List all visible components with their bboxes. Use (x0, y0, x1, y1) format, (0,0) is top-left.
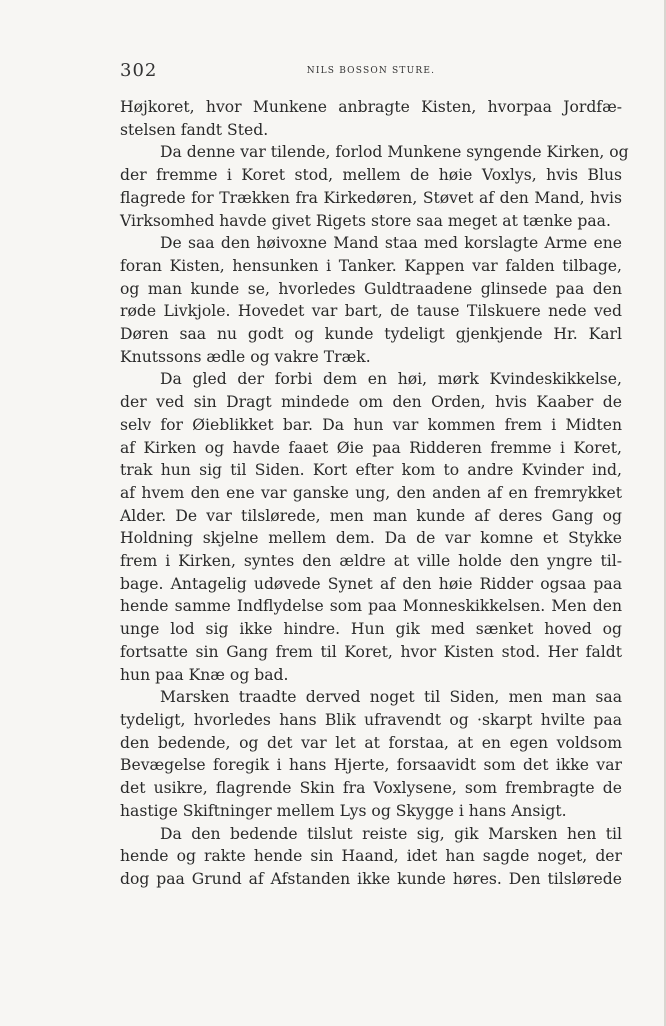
text-line: Knutssons ædle og vakre Træk. (120, 347, 371, 366)
text-line: der ved sin Dragt mindede om den Orden, hvis Kaaber de (120, 393, 622, 412)
paragraph (120, 686, 622, 822)
text-line: det usikre, flagrende Skin fra Voxlysene, som frembragte de (120, 779, 622, 798)
text-line: der fremme i Koret stod, mellem de høie Voxlys, hvis Blus (120, 166, 622, 185)
text-line: stelsen fandt Sted. (120, 120, 269, 139)
text-line: og man kunde se, hvorledes Guldtraadene glinsede paa den (120, 279, 622, 298)
text-line: den bedende, og det var let at forstaa, at en egen voldsom (120, 733, 622, 752)
text-line: dog paa Grund af Afstanden ikke kunde høres. Den tilslørede (120, 869, 622, 888)
text-line: flagrede for Trækken fra Kirkedøren, Støvet af den Mand, hvis (120, 188, 622, 207)
body-text (120, 96, 629, 891)
text-line: Bevægelse foregik i hans Hjerte, forsaavidt som det ikke var (120, 756, 622, 775)
running-head: NILS BOSSON STURE. (306, 66, 436, 76)
text-line: tydeligt, hvorledes hans Blik ufravendt og ·skarpt hvilte paa (120, 710, 622, 729)
text-line: Virksomhed havde givet Rigets store saa meget at tænke paa. (120, 211, 611, 230)
text-line: Højkoret, hvor Munkene anbragte Kisten, hvorpaa Jordfæ- (120, 98, 622, 116)
text-line: unge lod sig ikke hindre. Hun gik med sænket hoved og (120, 620, 622, 639)
text-line: af hvem den ene var ganske ung, den anden af en fremrykket (120, 483, 622, 502)
text-line: trak hun sig til Siden. Kort efter kom to andre Kvinder ind, (120, 461, 622, 480)
text-line: hende og rakte hende sin Haand, idet han sagde noget, der (120, 847, 622, 866)
text-line: hastige Skiftninger mellem Lys og Skygge i hans Ansigt. (120, 801, 567, 820)
text-line: frem i Kirken, syntes den ældre at ville holde den yngre til- (120, 552, 622, 571)
text-line: Døren saa nu godt og kunde tydeligt gjenkjende Hr. Karl (120, 325, 622, 344)
paragraph (120, 823, 622, 891)
text-line: bage. Antagelig udøvede Synet af den høie Ridder ogsaa paa (120, 574, 622, 593)
text-line: Marsken traadte derved noget til Siden, men man saa (160, 688, 622, 707)
text-line: selv for Øieblikket bar. Da hun var kommen frem i Midten (120, 415, 622, 434)
text-line: De saa den høivoxne Mand staa med korslagte Arme ene (160, 234, 622, 253)
text-line: Da denne var tilende, forlod Munkene syngende Kirken, og (160, 143, 629, 162)
text-line: fortsatte sin Gang frem til Koret, hvor Kisten stod. Her faldt (120, 642, 622, 661)
paragraph (120, 96, 622, 141)
text-line: Alder. De var tilslørede, men man kunde af deres Gang og (120, 506, 622, 525)
page-number: 302 (120, 60, 158, 81)
paragraph (120, 232, 622, 368)
paragraph (120, 141, 629, 232)
text-line: Da gled der forbi dem en høi, mørk Kvindeskikkelse, (160, 370, 622, 389)
text-line: hun paa Knæ og bad. (120, 665, 289, 684)
text-line: røde Livkjole. Hovedet var bart, de tause Tilskuere nede ved (120, 302, 622, 321)
paragraph (120, 368, 622, 686)
text-line: Da den bedende tilslut reiste sig, gik Marsken hen til (160, 824, 622, 843)
text-line: foran Kisten, hensunken i Tanker. Kappen var falden tilbage, (120, 256, 622, 275)
text-line: Holdning skjelne mellem dem. Da de var komne et Stykke (120, 529, 622, 548)
page-header (120, 60, 622, 86)
text-line: hende samme Indflydelse som paa Monneskikkelsen. Men den (120, 597, 622, 616)
text-line: af Kirken og havde faaet Øie paa Ridderen fremme i Koret, (120, 438, 622, 457)
